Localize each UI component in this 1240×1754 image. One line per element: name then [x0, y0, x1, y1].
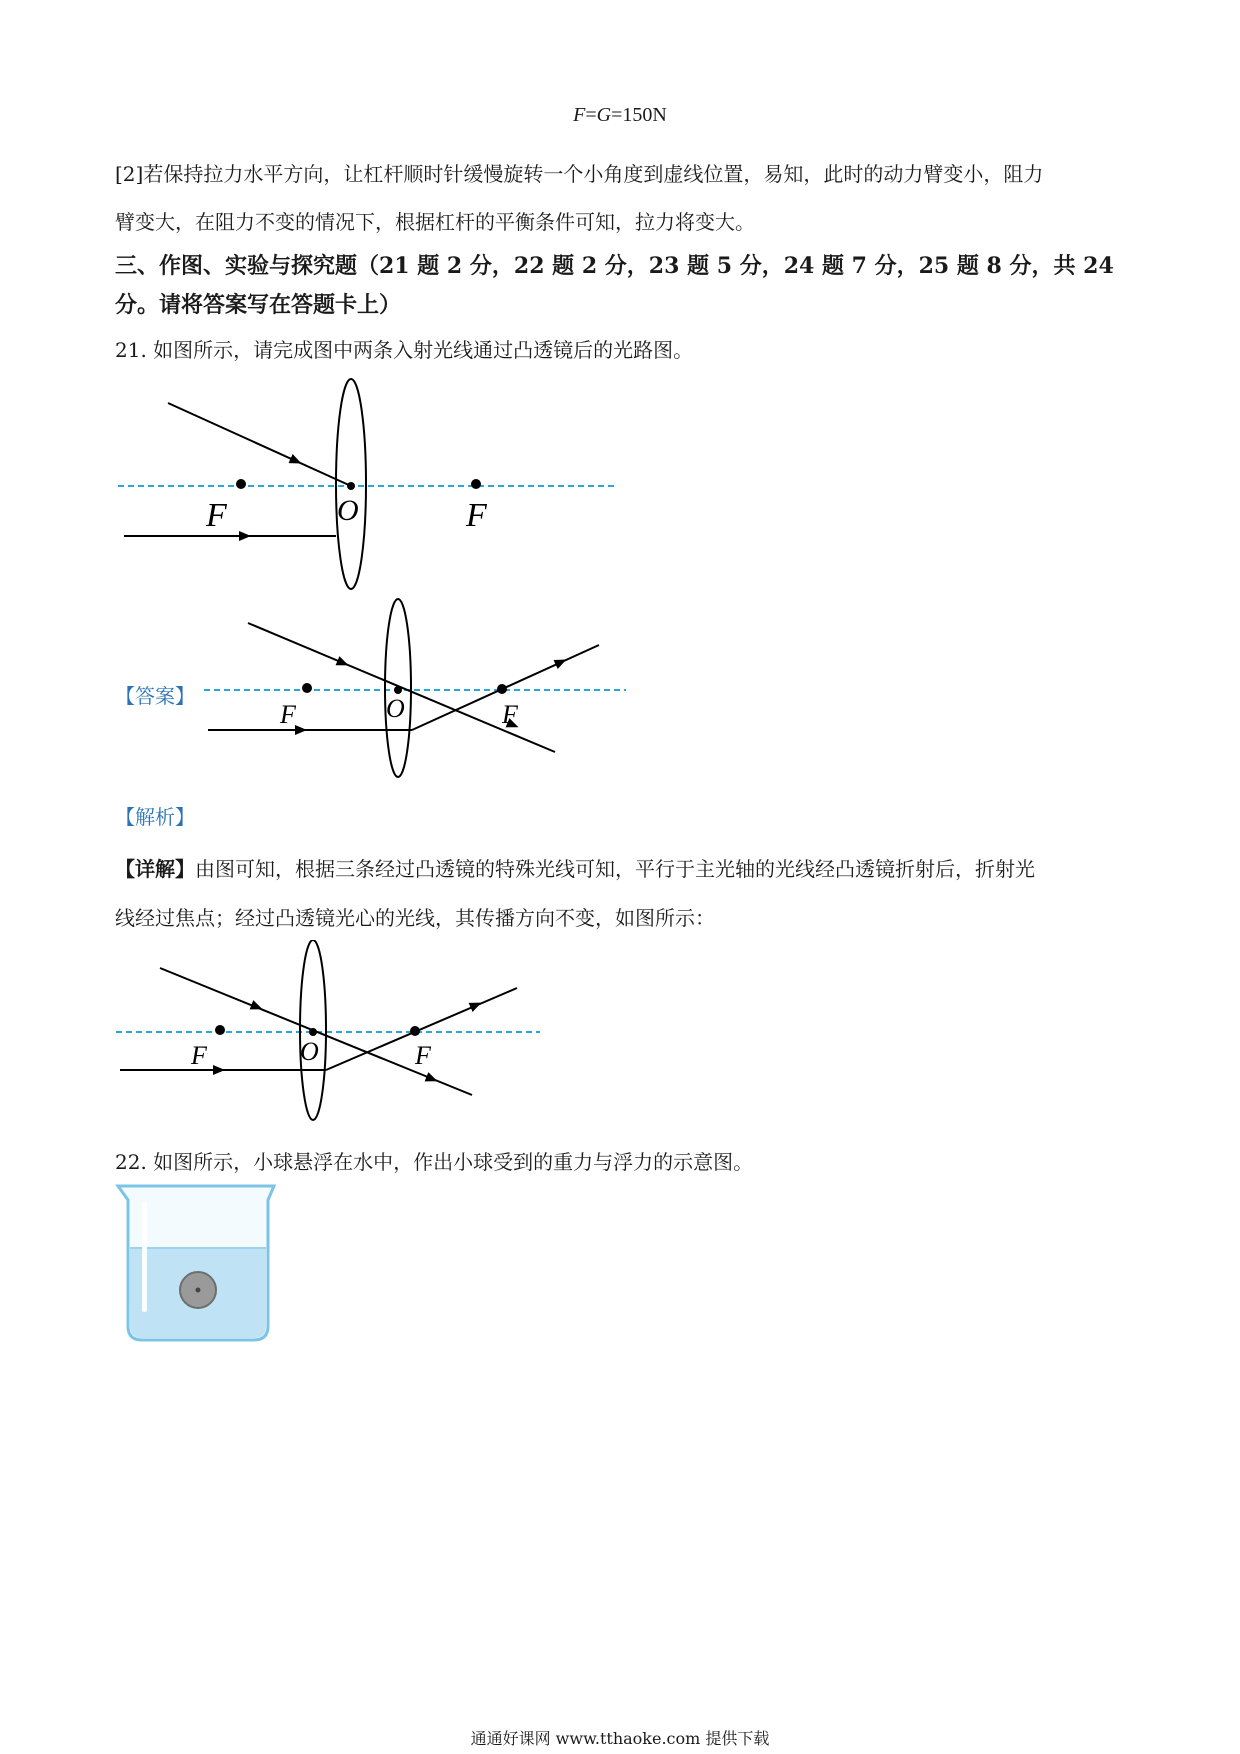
lens-solution-figure: [112, 940, 552, 1140]
q21-stem: 21. 如图所示，请完成图中两条入射光线通过凸透镜后的光路图。: [115, 338, 694, 362]
detail-line2: 线经过焦点；经过凸透镜光心的光线，其传播方向不变，如图所示：: [115, 906, 715, 930]
optical-center: [347, 482, 355, 490]
svg-text:F: F: [191, 1041, 207, 1070]
ray-through-center: [168, 403, 351, 486]
label-center: O: [337, 494, 359, 527]
lever-para-line1: [2]若保持拉力水平方向，让杠杆顺时针缓慢旋转一个小角度到虚线位置，易知，此时的动力臂变小，阻力: [115, 162, 1044, 186]
svg-text:F: F: [415, 1041, 431, 1070]
formula: F=G=150N: [573, 104, 667, 126]
answer-label: 【答案】: [115, 684, 195, 708]
svg-text:F: F: [280, 700, 296, 729]
focus-left: [236, 479, 246, 489]
lens-problem-figure: [110, 370, 630, 600]
section3-heading-line1: 三、作图、实验与探究题（21 题 2 分，22 题 2 分，23 题 5 分，24 题 7 分，25 题 8 分，共 24: [115, 253, 1114, 279]
lever-para-line2: 臂变大，在阻力不变的情况下，根据杠杆的平衡条件可知，拉力将变大。: [115, 210, 755, 234]
label-focus-right: F: [466, 497, 487, 534]
q22-stem: 22. 如图所示，小球悬浮在水中，作出小球受到的重力与浮力的示意图。: [115, 1150, 754, 1174]
beaker-figure: [110, 1180, 280, 1350]
section3-heading-line2: 分。请将答案写在答题卡上）: [115, 292, 402, 318]
detail-line1: [115, 853, 1035, 882]
detail-label: 【详解】: [115, 857, 195, 881]
focus-right: [471, 479, 481, 489]
svg-text:O: O: [386, 694, 405, 723]
analysis-label: 【解析】: [115, 805, 195, 829]
label-focus-left: F: [206, 497, 227, 534]
lens-answer-figure: [200, 595, 640, 795]
svg-text:O: O: [300, 1037, 319, 1066]
footer: 通通好课网 www.tthaoke.com 提供下载: [470, 1729, 770, 1748]
detail-text: 由图可知，根据三条经过凸透镜的特殊光线可知，平行于主光轴的光线经凸透镜折射后，折射光: [195, 857, 1035, 881]
svg-text:F: F: [502, 700, 518, 729]
